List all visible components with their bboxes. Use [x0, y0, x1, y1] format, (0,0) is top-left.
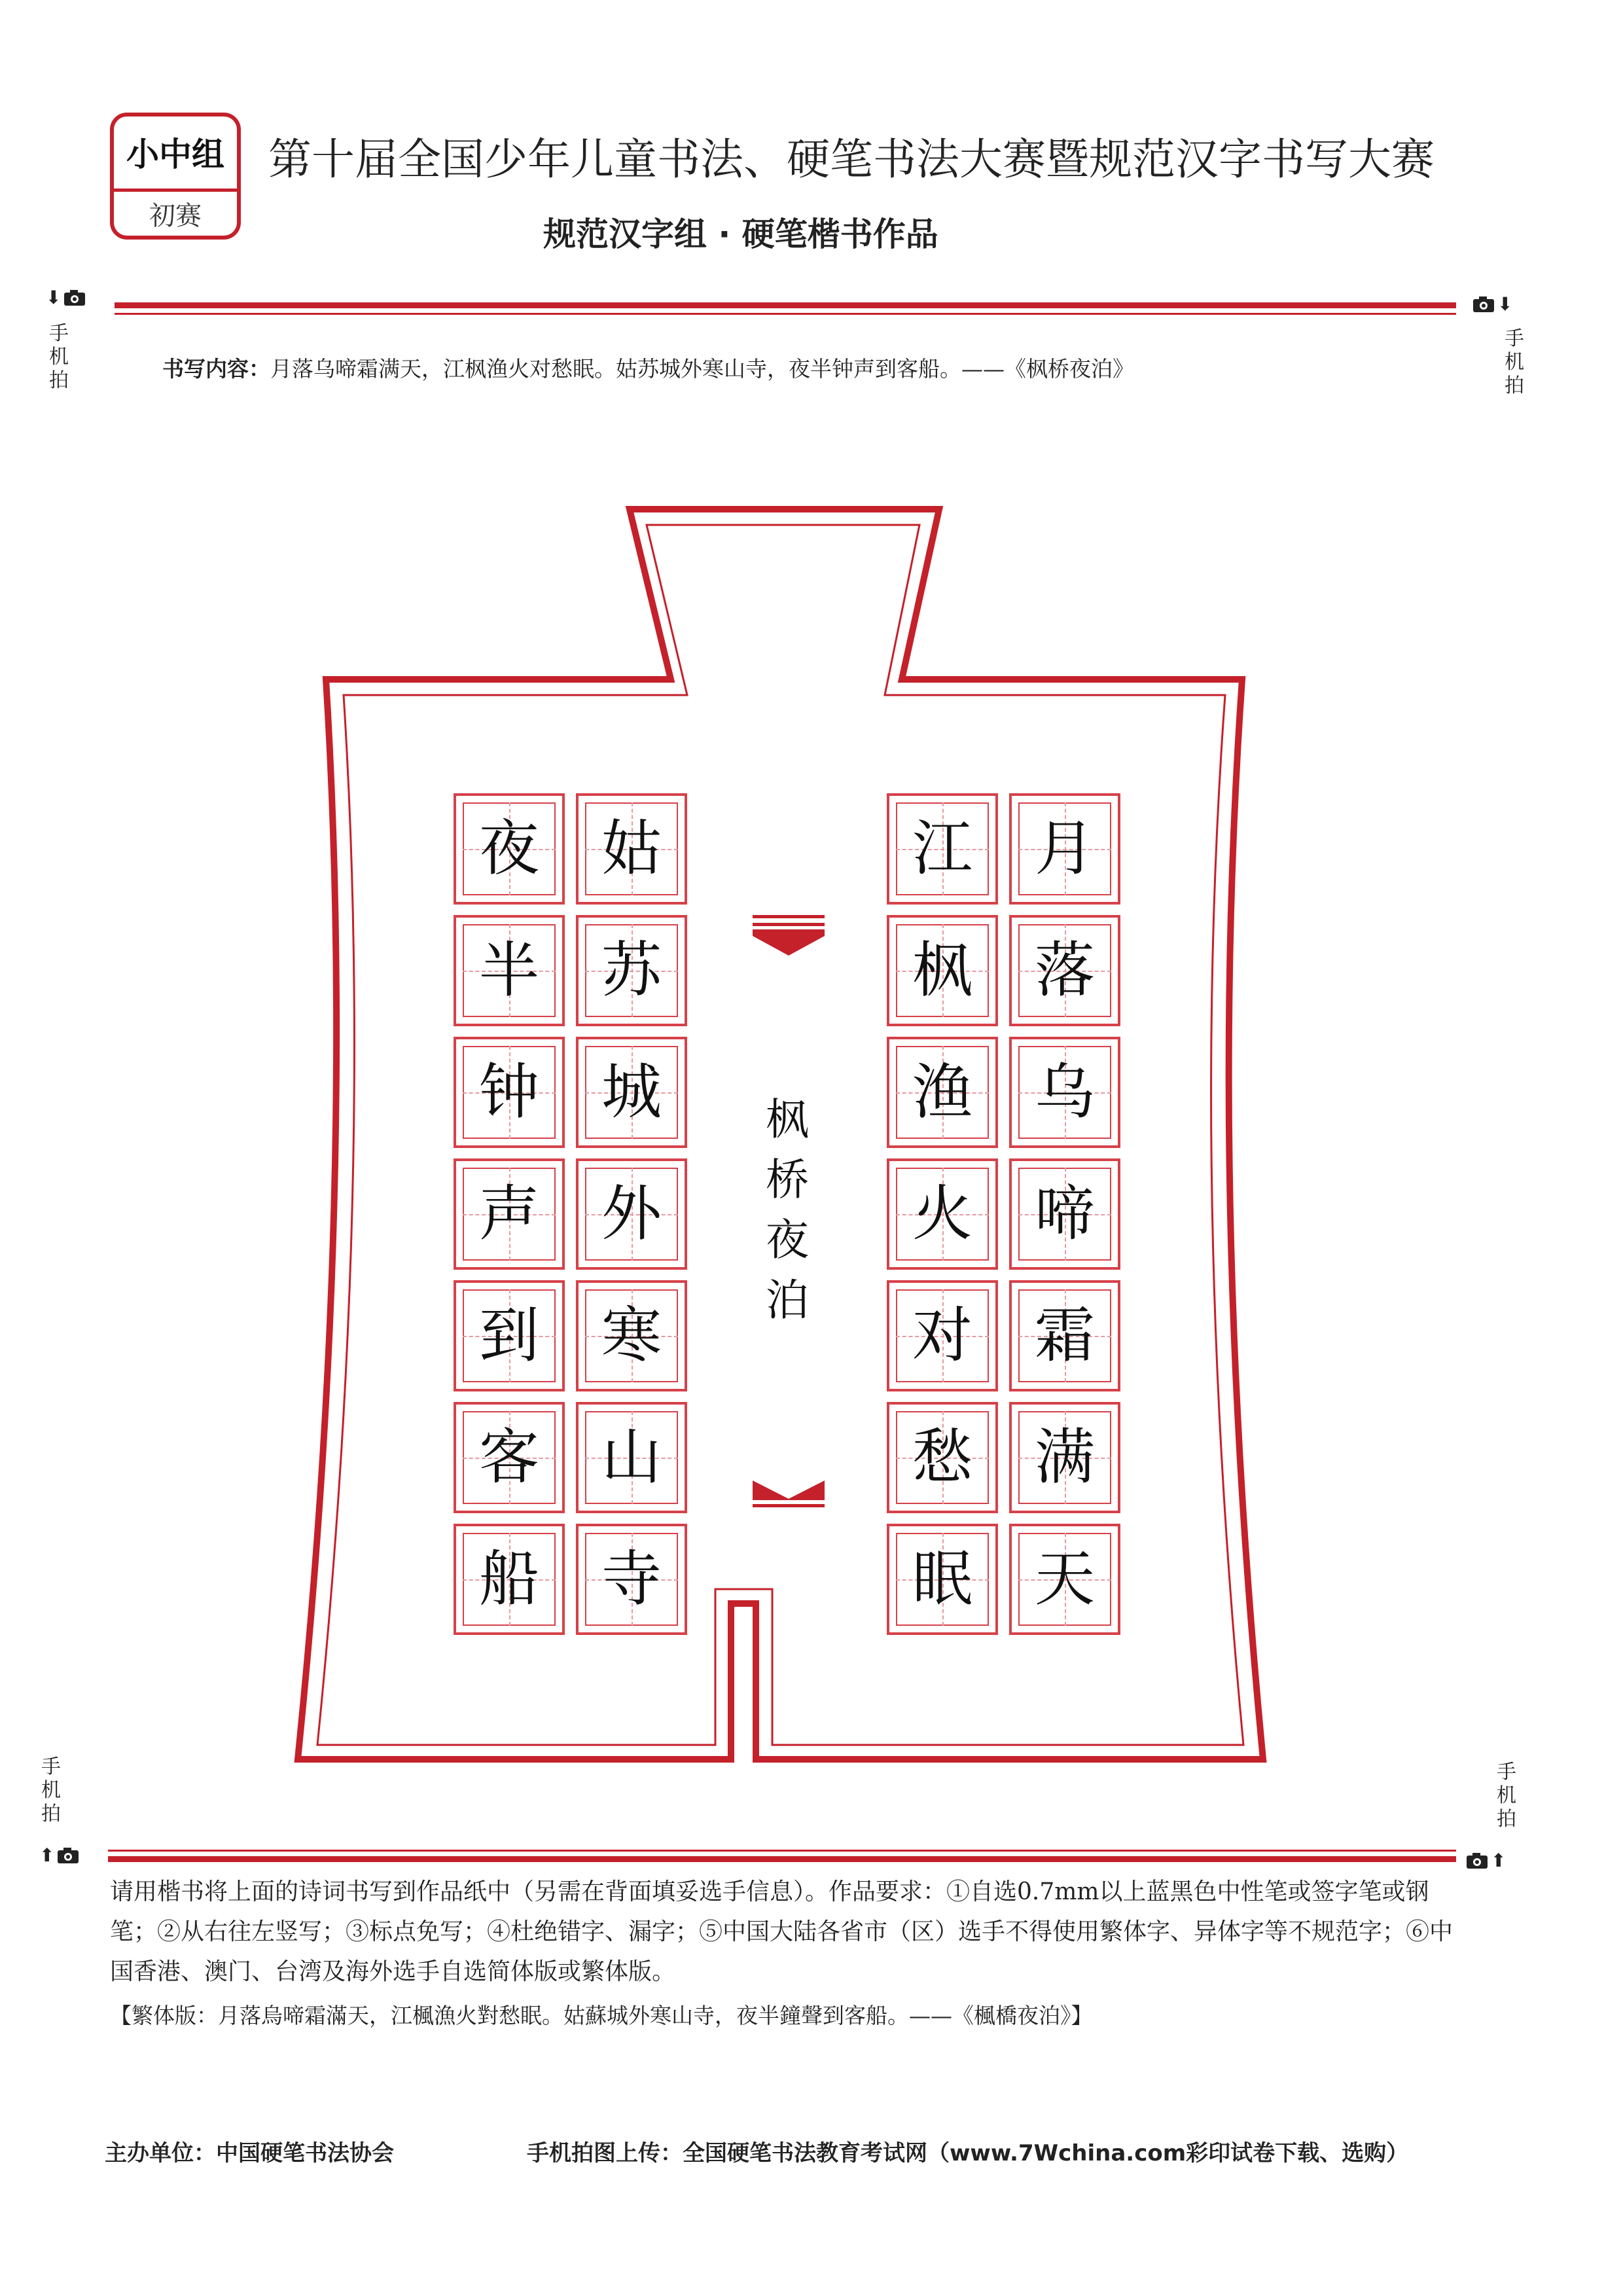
phone-mark-bottom-right — [1466, 1850, 1506, 1871]
label-character: 机 — [1497, 1784, 1516, 1807]
grid-character: 夜 — [478, 814, 539, 884]
grid-cell — [454, 1524, 565, 1635]
up-arrow-icon: ⬆ — [39, 1844, 55, 1866]
grid-character: 愁 — [912, 1422, 972, 1492]
traditional-version: 【繁体版：月落烏啼霜滿天，江楓漁火對愁眠。姑蘇城外寒山寺，夜半鐘聲到客船。——《楓橋夜泊》】 — [110, 2003, 1093, 2028]
grid-cell — [887, 1524, 998, 1635]
grid-cell — [1009, 1524, 1120, 1635]
grid-cell — [454, 1158, 565, 1270]
grid-character: 渔 — [912, 1057, 972, 1127]
grid-cell — [887, 1037, 998, 1148]
ornament-top — [753, 915, 825, 956]
grid-cell — [887, 1280, 998, 1391]
bottom-rule-thin — [108, 1850, 1456, 1852]
camera-icon — [57, 1847, 79, 1864]
category-subtitle: 规范汉字组 · 硬笔楷书作品 — [543, 215, 938, 253]
label-character: 机 — [49, 346, 69, 368]
camera-icon — [1466, 1852, 1488, 1869]
ornament-bottom — [753, 1480, 825, 1507]
grid-character: 钟 — [478, 1057, 539, 1127]
grid-character: 姑 — [601, 814, 662, 884]
grid-character: 眠 — [912, 1544, 972, 1614]
label-character: 手 — [49, 322, 69, 345]
grid-cell — [454, 1402, 565, 1513]
grid-character: 霜 — [1034, 1300, 1095, 1371]
grid-character: 月 — [1034, 814, 1095, 884]
title-character: 枫 — [766, 1094, 809, 1145]
grid-character: 声 — [478, 1179, 539, 1249]
phone-mark-bottom-left — [39, 1844, 79, 1866]
grid-cell — [576, 1037, 687, 1148]
upload-info: 手机拍图上传：全国硬笔书法教育考试网（www.7Wchina.com彩印试卷下载、选购） — [527, 2140, 1409, 2166]
instructions-lead: 请用楷书将上面的诗词书写到作品纸中（另需在背面填妥选手信息）。 — [110, 1878, 829, 1905]
grid-cell — [576, 1524, 687, 1635]
grid-character: 船 — [478, 1544, 539, 1614]
grid-character: 对 — [912, 1300, 972, 1371]
grid-character: 到 — [478, 1300, 539, 1371]
bottom-rule-thick — [108, 1856, 1456, 1862]
up-arrow-icon: ⬆ — [1491, 1850, 1507, 1871]
grid-cell — [576, 793, 687, 905]
grid-character: 外 — [601, 1179, 662, 1249]
organizer: 主办单位：中国硬笔书法协会 — [105, 2140, 394, 2166]
label-character: 拍 — [49, 369, 69, 392]
grid-cell — [454, 793, 565, 905]
title-character: 泊 — [766, 1275, 809, 1325]
writing-content-label: 书写内容： — [162, 356, 270, 382]
grid-cell — [454, 915, 565, 1026]
grid-character: 苏 — [601, 935, 662, 1005]
grid-character: 啼 — [1034, 1179, 1095, 1249]
poem-title-vertical — [758, 1090, 817, 1331]
label-character: 拍 — [1497, 1808, 1516, 1831]
label-character: 拍 — [41, 1803, 61, 1825]
grid-cell — [1009, 1037, 1120, 1148]
instructions-requirements: 作品要求：①自选0.7mm以上蓝黑色中性笔或签字笔或钢笔；②从右往左竖写；③标点免写；④杜绝错字、漏字；⑤中国大陆各省市（区）选手不得使用繁体字、异体字等不规范字；⑥中国香港、澳门、台湾及海外选手自选简体版或繁体版。 — [110, 1878, 1454, 1985]
grid-cell — [576, 915, 687, 1026]
grid-cell — [454, 1037, 565, 1148]
label-character: 机 — [41, 1779, 61, 1802]
label-character: 拍 — [1505, 374, 1524, 397]
instructions — [110, 1872, 1458, 1992]
grid-cell — [454, 1280, 565, 1391]
grid-cell — [576, 1280, 687, 1391]
grid-cell — [887, 793, 998, 905]
grid-cell — [887, 1402, 998, 1513]
grid-character: 天 — [1034, 1544, 1095, 1614]
label-character: 机 — [1505, 351, 1524, 374]
grid-character: 寒 — [601, 1300, 662, 1371]
stage-label: 初赛 — [149, 201, 202, 231]
grid-cell — [887, 915, 998, 1026]
grid-cell — [887, 1158, 998, 1270]
phone-label-bottom-right — [1495, 1761, 1518, 1831]
grid-cell — [576, 1402, 687, 1513]
title-character: 桥 — [766, 1155, 809, 1205]
label-character: 手 — [1505, 327, 1524, 350]
label-character: 手 — [1497, 1761, 1516, 1784]
grid-cell — [1009, 1402, 1120, 1513]
grid-character: 江 — [912, 814, 972, 884]
grid-character: 满 — [1034, 1422, 1095, 1492]
grid-character: 客 — [478, 1422, 539, 1492]
grid-character: 城 — [601, 1057, 662, 1127]
grid-cell — [1009, 1158, 1120, 1270]
grid-cell — [1009, 915, 1120, 1026]
group-label: 小中组 — [126, 135, 224, 173]
grid-character: 寺 — [601, 1544, 662, 1614]
label-character: 手 — [41, 1755, 61, 1778]
grid-cell — [1009, 1280, 1120, 1391]
grid-character: 火 — [912, 1179, 972, 1249]
down-arrow-icon: ⬇ — [46, 287, 62, 308]
title-character: 夜 — [766, 1215, 809, 1265]
grid-character: 落 — [1034, 935, 1095, 1005]
grid-character: 山 — [601, 1422, 662, 1492]
grid-cell — [576, 1158, 687, 1270]
phone-label-bottom-left — [39, 1755, 63, 1826]
grid-character: 枫 — [912, 935, 972, 1005]
writing-content-text: 月落乌啼霜满天，江枫渔火对愁眠。姑苏城外寒山寺，夜半钟声到客船。——《枫桥夜泊》 — [270, 356, 1134, 382]
grid-character: 半 — [478, 935, 539, 1005]
grid-cell — [1009, 793, 1120, 905]
grid-character: 乌 — [1034, 1057, 1095, 1127]
competition-title: 第十届全国少年儿童书法、硬笔书法大赛暨规范汉字书写大赛 — [268, 134, 1435, 185]
down-arrow-icon: ⬇ — [1497, 293, 1513, 315]
